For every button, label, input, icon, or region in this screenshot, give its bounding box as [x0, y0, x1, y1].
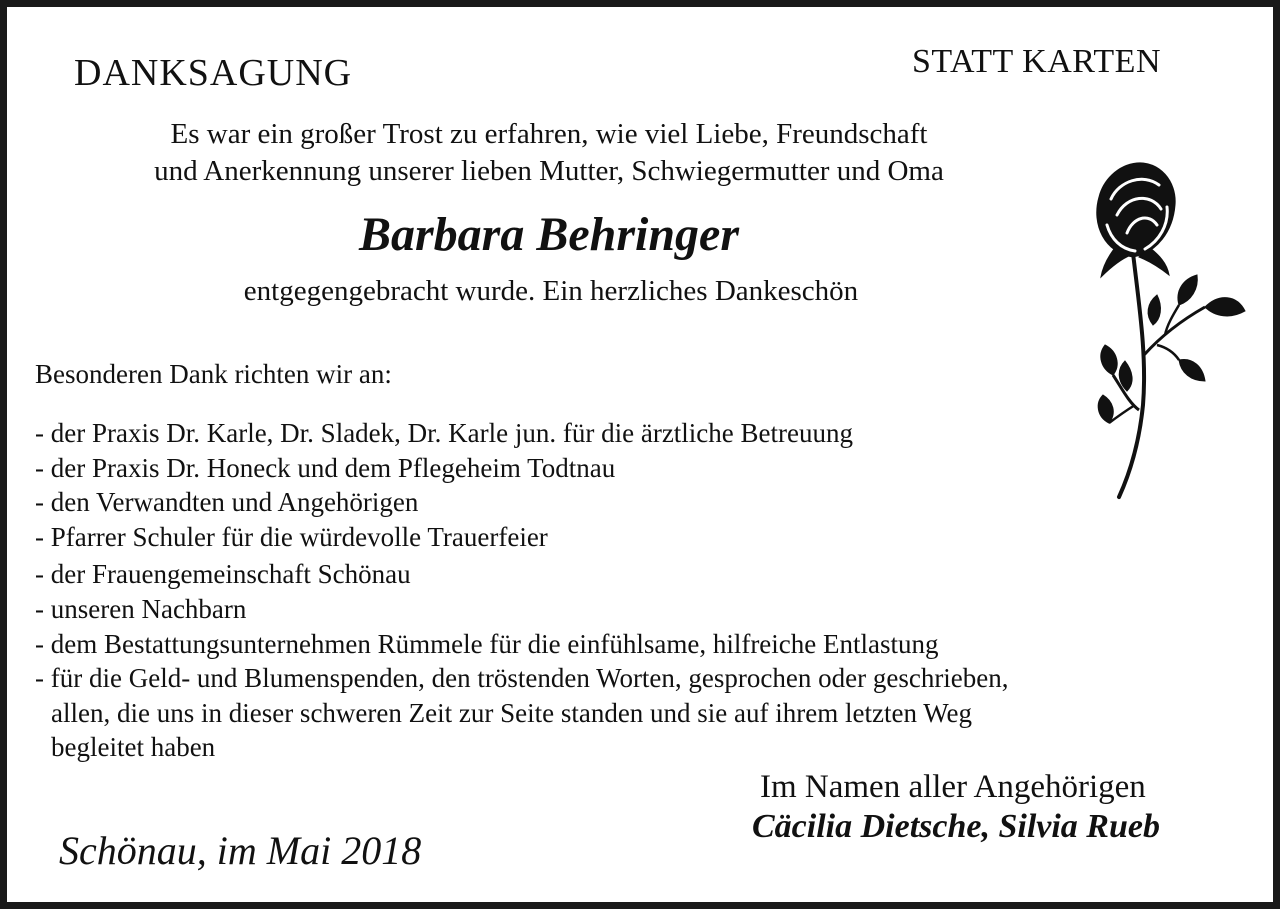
thanks-item: - dem Bestattungsunternehmen Rümmele für die einfühlsame, hilfreiche Entlastung — [35, 629, 939, 659]
intro-line-2: und Anerkennung unserer lieben Mutter, Schwiegermutter und Oma — [154, 155, 944, 187]
thanks-item-continuation: allen, die uns in dieser schweren Zeit zur Seite standen und sie auf ihrem letzten Weg — [51, 698, 973, 728]
heading: DANKSAGUNG — [74, 52, 353, 94]
thanks-item: - der Praxis Dr. Honeck und dem Pflegeheim Todtnau — [35, 453, 616, 483]
signature-line: Im Namen aller Angehörigen — [760, 769, 1146, 805]
thanks-item: - unseren Nachbarn — [35, 594, 247, 624]
intro-line-3: entgegengebracht wurde. Ein herzliches Dankeschön — [243, 275, 859, 307]
intro-line-1: Es war ein großer Trost zu erfahren, wie viel Liebe, Freundschaft — [170, 118, 928, 150]
deceased-name: Barbara Behringer — [358, 208, 740, 261]
thanks-item: - für die Geld- und Blumenspenden, den tröstenden Worten, gesprochen oder geschrieben, — [35, 663, 1009, 693]
thanks-item-continuation: begleitet haben — [51, 732, 216, 762]
thanks-item: - der Praxis Dr. Karle, Dr. Sladek, Dr. Karle jun. für die ärztliche Betreuung — [35, 418, 853, 448]
place-date: Schönau, im Mai 2018 — [59, 828, 422, 873]
thanks-item: - Pfarrer Schuler für die würdevolle Trauerfeier — [35, 522, 548, 552]
thanks-intro: Besonderen Dank richten wir an: — [35, 359, 392, 389]
rose-icon — [1087, 155, 1247, 505]
thanks-item: - der Frauengemeinschaft Schönau — [35, 559, 411, 589]
signature-names: Cäcilia Dietsche, Silvia Rueb — [752, 808, 1160, 845]
statt-karten-label: STATT KARTEN — [912, 43, 1161, 80]
thanks-item: - den Verwandten und Angehörigen — [35, 487, 419, 517]
